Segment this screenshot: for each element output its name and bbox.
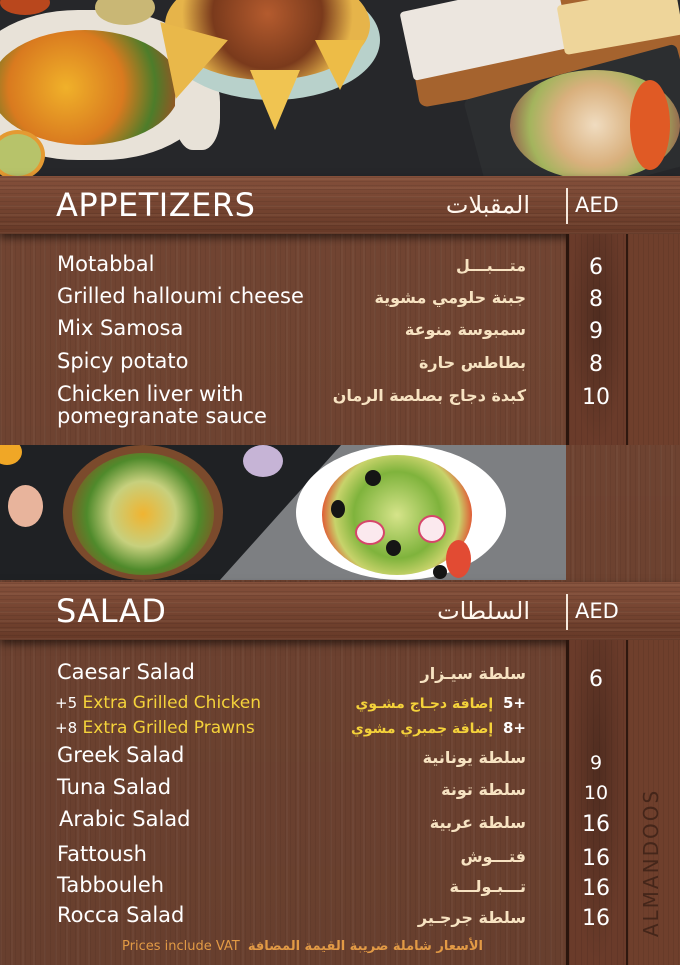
item-price: 16 [582,876,610,901]
item-name-en: Greek Salad [57,743,185,767]
banner-divider [566,594,568,630]
item-price: 6 [589,667,603,692]
extra-label-ar: إضافة جمبري مشوي [350,721,494,737]
item-name-en: Motabbal [57,252,155,276]
item-name-ar: سلطة سيـزار [420,664,526,683]
extra-price-ar: +5 [502,694,526,712]
section-title-en: SALAD [56,592,167,630]
item-name-en: Caesar Salad [57,660,195,684]
extra-name-en [55,692,261,714]
banner-divider [566,188,568,224]
currency-label: AED [575,599,619,623]
item-name-en: Mix Samosa [57,316,184,340]
item-name-ar: سلطة يونانية [422,748,526,767]
section-title-ar: السلطات [437,597,530,625]
vat-note [122,939,483,954]
item-name-ar: جبنة حلومي مشوية [374,288,526,307]
item-name-ar: فتـــوش [460,847,526,866]
extra-label: Extra Grilled Prawns [82,718,255,738]
extra-label: Extra Grilled Chicken [82,693,261,713]
item-name-en: Spicy potato [57,349,189,373]
section-banner-appetizers [0,176,680,234]
item-name-en: Grilled halloumi cheese [57,284,304,308]
vat-note-ar: الأسعار شاملة ضريبة القيمة المضافة [247,939,483,954]
item-name-ar: بطاطس حارة [418,353,526,372]
section-title-en: APPETIZERS [56,186,256,224]
item-price: 10 [583,782,609,804]
brand-logo-text: ALMANDOOS [639,788,663,937]
item-name-ar: سلطة عربية [429,813,526,832]
item-name-en: Arabic Salad [59,807,191,831]
item-price: 9 [589,319,603,344]
currency-label: AED [575,193,619,217]
item-price: 10 [582,385,610,410]
item-price: 16 [582,846,610,871]
extra-price-ar: +8 [502,719,526,737]
item-name-en: Tabbouleh [57,873,165,897]
item-name-ar: متـــبـــل [455,256,526,275]
item-price: 16 [582,812,610,837]
item-name-en: Tuna Salad [57,775,172,799]
food-photo-top [0,0,680,176]
item-name-ar: سمبوسة منوعة [404,320,526,339]
item-name-ar: سلطة تونة [441,780,526,799]
extra-label-ar: إضافة دجـاج مشـوي [355,696,494,712]
item-name-en: Fattoush [57,842,147,866]
extra-name-ar [351,719,526,737]
extra-name-en [55,717,255,739]
salad-photo [0,445,566,580]
brand-logo [636,780,666,945]
item-name-ar: تـــبـولـــة [449,877,526,896]
item-price: 16 [582,906,610,931]
wood-strip [626,234,680,445]
item-name-en: Chicken liver with [57,382,244,406]
item-name-en-line2: pomegranate sauce [57,404,267,428]
item-name-en: Rocca Salad [57,903,185,927]
item-name-ar: سلطة جرجـير [417,908,526,927]
section-title-ar: المقبلات [445,191,530,219]
section-banner-salad [0,582,680,640]
item-name-ar: كبدة دجاج بصلصة الرمان [332,386,526,405]
item-price: 6 [589,255,603,280]
item-price: 8 [589,287,603,312]
item-price: 8 [589,352,603,377]
item-price: 9 [589,752,603,774]
vat-note-en: Prices include VAT [122,939,240,954]
extra-price: +8 [55,719,78,737]
extra-price: +5 [55,694,78,712]
extra-name-ar [356,694,526,712]
